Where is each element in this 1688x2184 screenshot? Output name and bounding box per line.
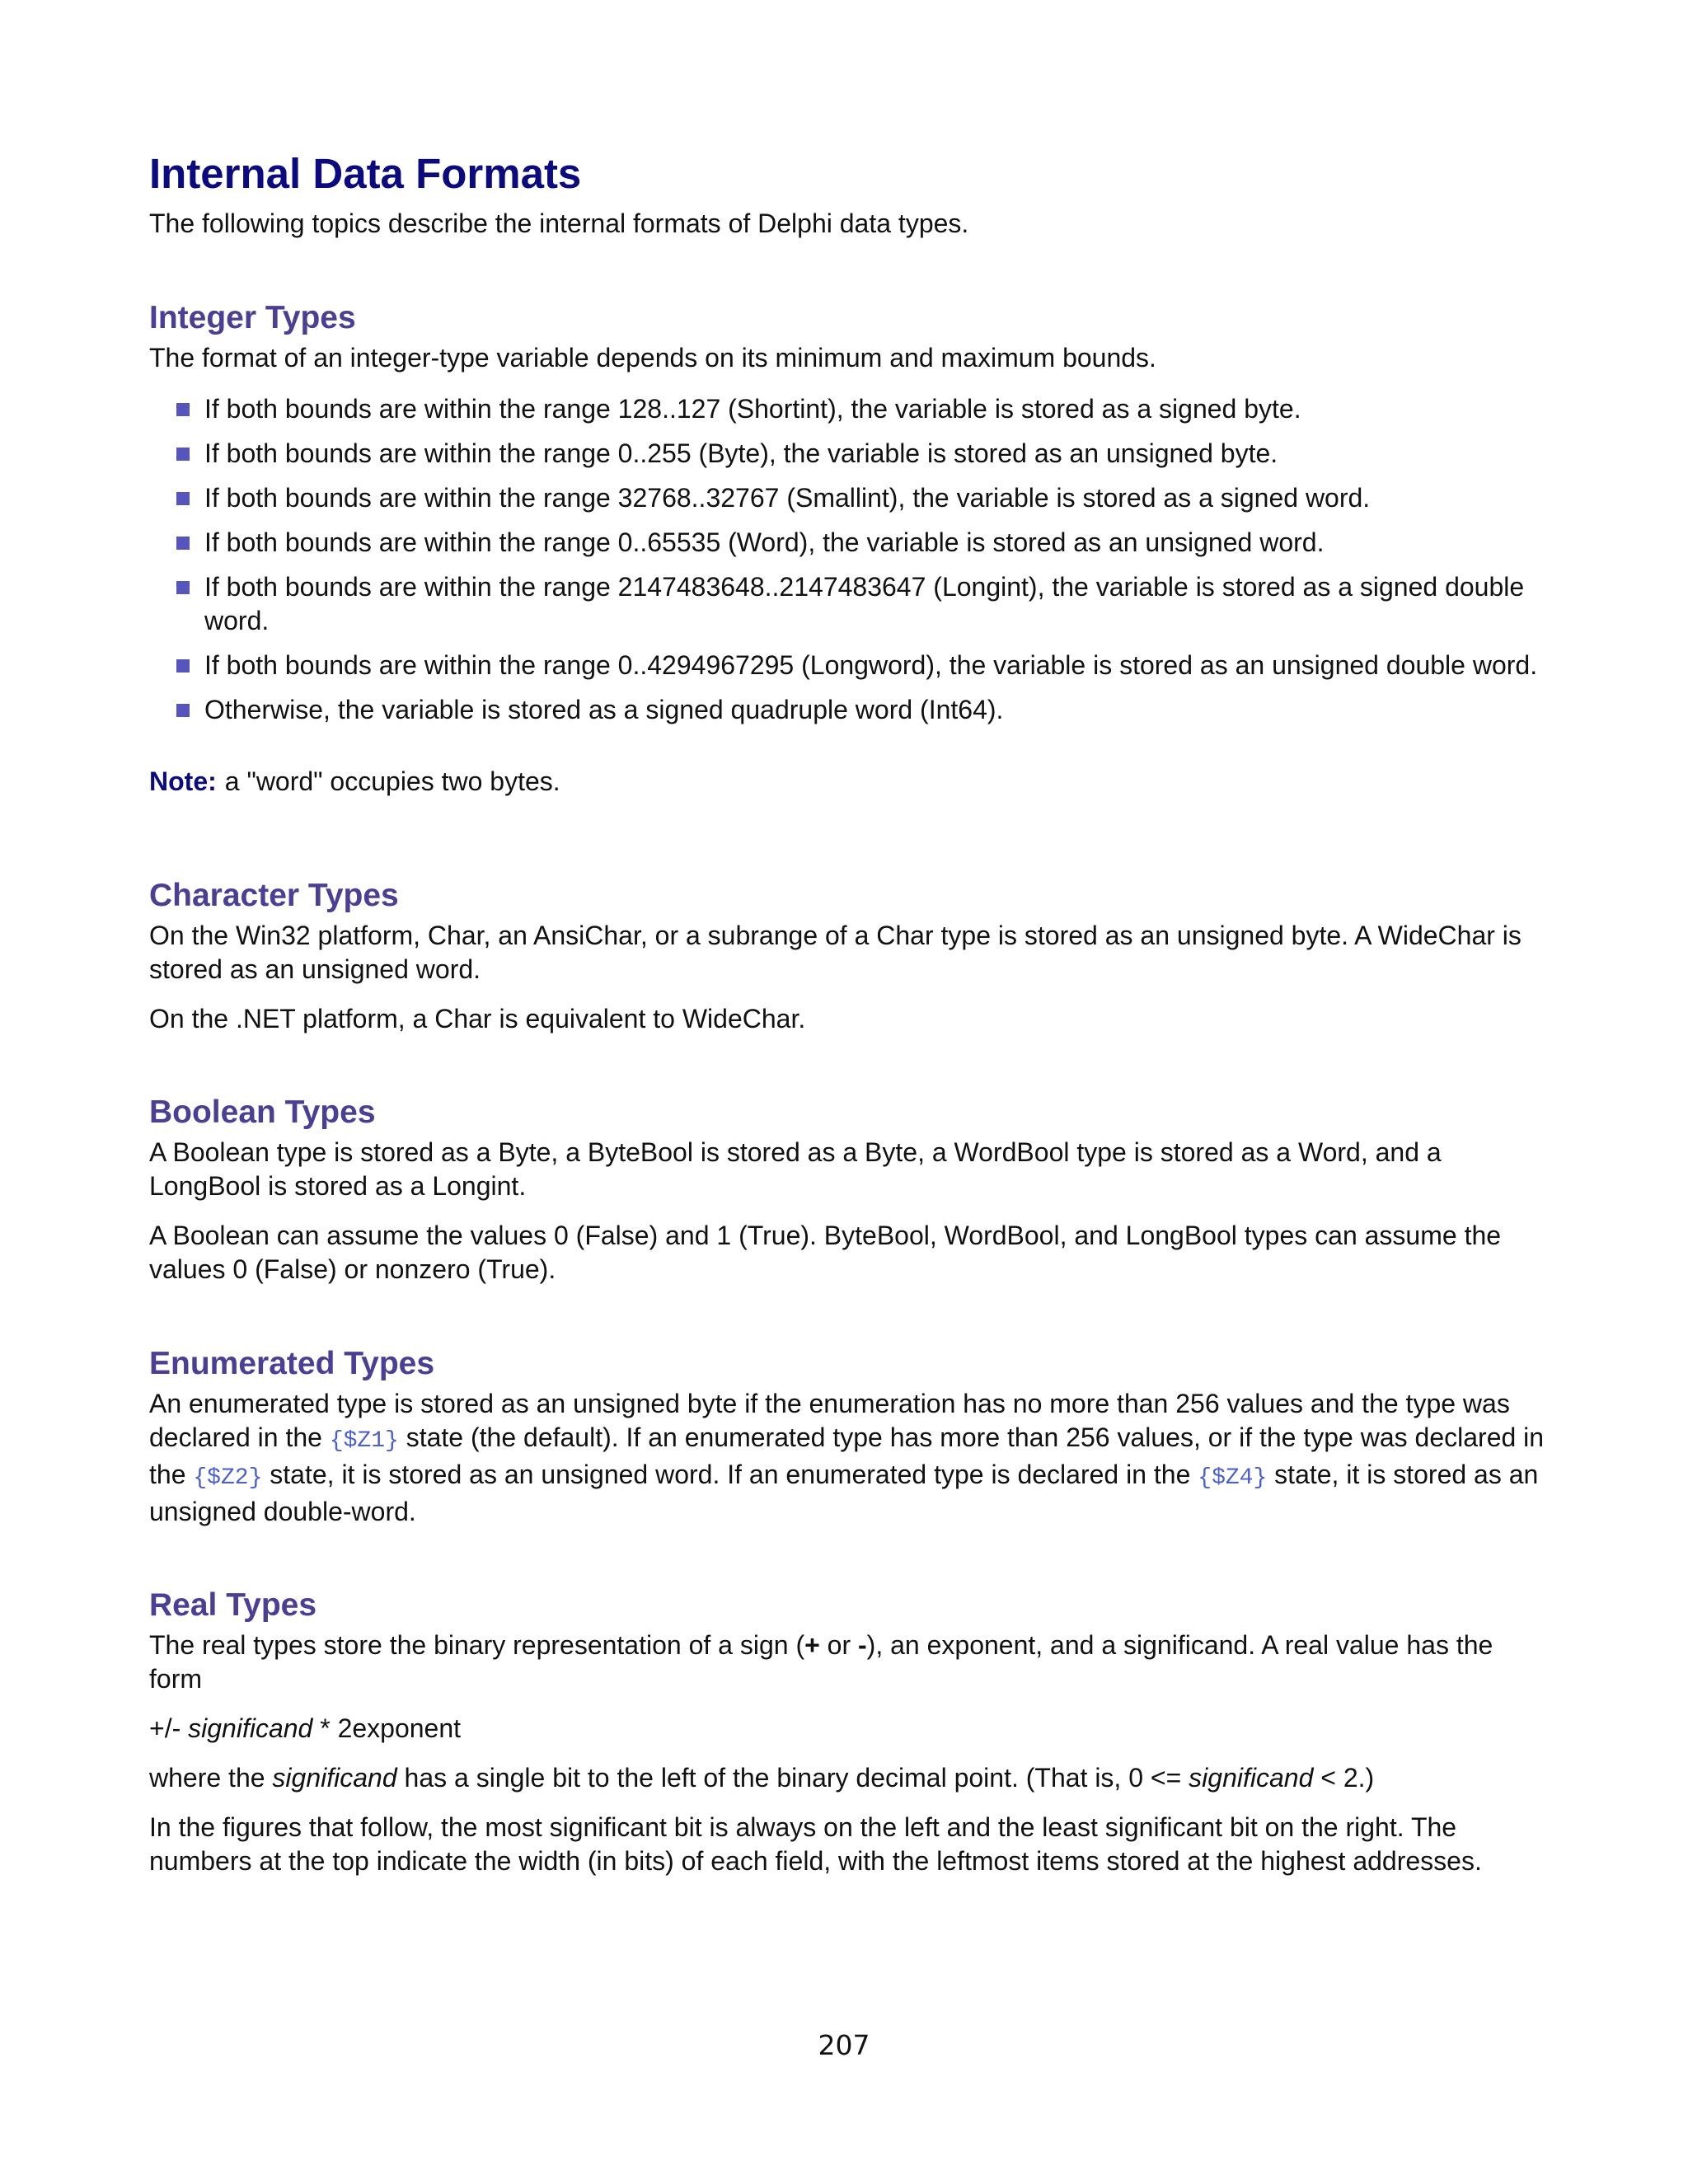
section-integer-types — [149, 298, 1550, 799]
compiler-directive-z1: {$Z1} — [329, 1428, 399, 1454]
integer-types-text: The format of an integer-type variable depends on its minimum and maximum bounds. — [149, 343, 1156, 373]
real-types-p3: where the significand has a single bit to the left of the binary decimal point. (That is, 0 <= significand < 2.) — [149, 1763, 1375, 1793]
list-item: Otherwise, the variable is stored as a signed quadruple word (Int64). — [149, 693, 1550, 727]
square-bullet-icon — [176, 659, 190, 673]
character-types-p1: On the Win32 platform, Char, an AnsiChar, or a subrange of a Char type is stored as an unsigned byte. A WideChar is stored as an unsigned word. — [149, 921, 1522, 984]
real-value-formula: +/- significand * 2exponent — [149, 1713, 462, 1743]
section-real-types — [149, 1586, 1550, 1878]
square-bullet-icon — [176, 537, 190, 550]
page-number: 207 — [818, 2029, 870, 2061]
real-types-heading: Real Types — [149, 1587, 317, 1623]
list-item: If both bounds are within the range 2147483648..2147483647 (Longint), the variable is stored as a signed double word. — [149, 570, 1550, 638]
integer-bounds-list — [149, 392, 1550, 727]
compiler-directive-z4: {$Z4} — [1198, 1465, 1268, 1491]
character-types-p2: On the .NET platform, a Char is equivalent to WideChar. — [149, 1004, 806, 1033]
square-bullet-icon — [176, 492, 190, 505]
enumerated-types-text: An enumerated type is stored as an unsigned byte if the enumeration has no more than 256 values and the type was declared in the {$Z1} state (the default). If an enumerated type has more than 256 values, or if the type was declared in the {$Z2} state, it is stored as an unsigned word. If an enumerated type is declared in the {$Z4} state, it is stored as an unsigned double-word. — [149, 1389, 1545, 1526]
real-types-p1: The real types store the binary representation of a sign (+ or -), an exponent, and a significand. A real value has the form — [149, 1630, 1493, 1694]
square-bullet-icon — [176, 448, 190, 461]
note-label: Note: — [149, 766, 217, 796]
list-item: If both bounds are within the range 0..255 (Byte), the variable is stored as an unsigned byte. — [149, 437, 1550, 471]
section-boolean-types — [149, 1093, 1550, 1286]
section-character-types — [149, 876, 1550, 1036]
character-types-heading: Character Types — [149, 878, 399, 913]
intro-text: The following topics describe the internal formats of Delphi data types. — [149, 209, 969, 238]
boolean-types-p1: A Boolean type is stored as a Byte, a ByteBool is stored as a Byte, a WordBool type is stored as a Word, and a LongBool is stored as a Longint. — [149, 1137, 1442, 1201]
integer-types-heading: Integer Types — [149, 300, 356, 335]
page-title: Internal Data Formats — [149, 150, 582, 197]
boolean-types-heading: Boolean Types — [149, 1094, 376, 1130]
square-bullet-icon — [176, 581, 190, 594]
square-bullet-icon — [176, 403, 190, 416]
real-types-p4: In the figures that follow, the most significant bit is always on the left and the least significant bit on the right. The numbers at the top indicate the width (in bits) of each field, with the leftmost items stored at the highest addresses. — [149, 1812, 1482, 1876]
list-item: If both bounds are within the range 0..4294967295 (Longword), the variable is stored as an unsigned double word. — [149, 649, 1550, 682]
enumerated-types-heading: Enumerated Types — [149, 1346, 435, 1381]
section-enumerated-types — [149, 1344, 1550, 1529]
list-item: If both bounds are within the range 128..127 (Shortint), the variable is stored as a signed byte. — [149, 392, 1550, 426]
list-item: If both bounds are within the range 0..65535 (Word), the variable is stored as an unsigned word. — [149, 526, 1550, 560]
compiler-directive-z2: {$Z2} — [193, 1465, 263, 1491]
note — [149, 765, 1550, 799]
note-text: a "word" occupies two bytes. — [224, 766, 560, 796]
square-bullet-icon — [176, 704, 190, 717]
document-page — [149, 145, 1550, 1878]
list-item: If both bounds are within the range 32768..32767 (Smallint), the variable is stored as a signed word. — [149, 481, 1550, 515]
boolean-types-p2: A Boolean can assume the values 0 (False) and 1 (True). ByteBool, WordBool, and LongBool types can assume the values 0 (False) or nonzero (True). — [149, 1221, 1502, 1284]
